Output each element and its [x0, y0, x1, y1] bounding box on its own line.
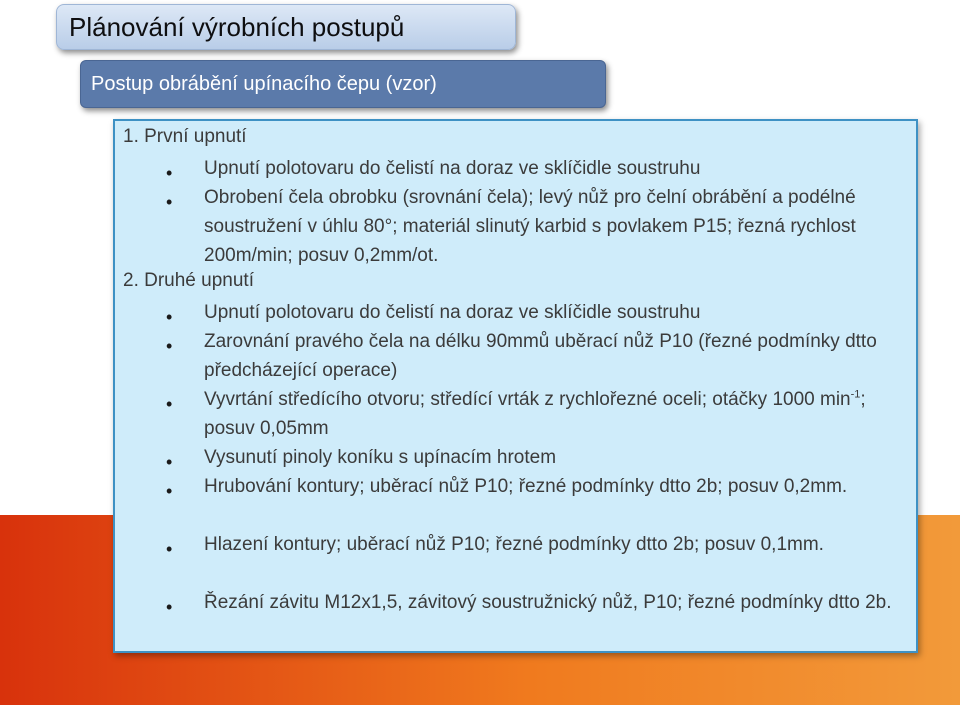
content-box	[113, 119, 918, 653]
list-item	[204, 385, 904, 443]
bullet-dot-icon: •	[166, 336, 173, 356]
list-item: Upnutí polotovaru do čelistí na doraz ve sklíčidle soustruhu	[204, 302, 701, 323]
page-subtitle: Postup obrábění upínacího čepu (vzor)	[91, 72, 437, 95]
bullet-dot-icon: •	[166, 192, 173, 212]
list-item: Obrobení čela obrobku (srovnání čela); levý nůž pro čelní obrábění a podélné soustružení v úhlu 80°; materiál slinutý karbid s povlakem P15; řezná rychlost 200m/min; posuv 0,2mm/ot.	[204, 187, 856, 266]
bullet-dot-icon: •	[166, 163, 173, 183]
list-item: Hlazení kontury; uběrací nůž P10; řezné podmínky dtto 2b; posuv 0,1mm.	[204, 534, 824, 555]
item-text: ; posuv 0,05mm	[204, 389, 866, 439]
subtitle-box	[80, 60, 606, 108]
bullet-dot-icon: •	[166, 481, 173, 501]
list-item: Řezání závitu M12x1,5, závitový soustružnický nůž, P10; řezné podmínky dtto 2b.	[204, 592, 892, 613]
section-heading-1: 1. První upnutí	[123, 126, 247, 147]
list-item: Zarovnání pravého čela na délku 90mmů uběrací nůž P10 (řezné podmínky dtto předcházející operace)	[204, 331, 877, 381]
title-box	[56, 4, 516, 50]
item-text: Vyvrtání středícího otvoru; středící vrták z rychlořezné oceli; otáčky 1000 min	[204, 389, 851, 410]
bullet-dot-icon: •	[166, 539, 173, 559]
bullet-dot-icon: •	[166, 597, 173, 617]
bullet-dot-icon: •	[166, 452, 173, 472]
exponent: -1	[850, 388, 861, 401]
list-item: Hrubování kontury; uběrací nůž P10; řezné podmínky dtto 2b; posuv 0,2mm.	[204, 476, 848, 497]
section-heading-2: 2. Druhé upnutí	[123, 270, 254, 291]
bullet-dot-icon: •	[166, 307, 173, 327]
bullet-dot-icon: •	[166, 394, 173, 414]
page-title: Plánování výrobních postupů	[69, 11, 405, 42]
list-item: Vysunutí pinoly koníku s upínacím hrotem	[204, 447, 557, 468]
list-item: Upnutí polotovaru do čelistí na doraz ve sklíčidle soustruhu	[204, 158, 701, 179]
